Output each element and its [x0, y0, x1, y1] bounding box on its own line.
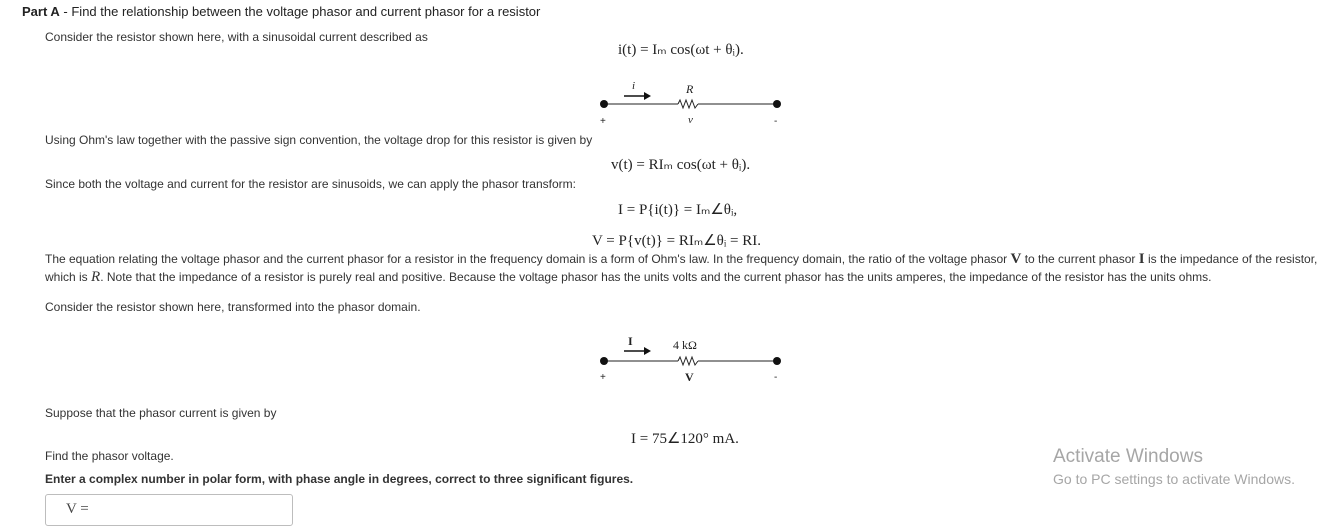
paragraph-part-1: The equation relating the voltage phasor and the current phasor for a resistor in the frequency domain is a form of Ohm's law. In the frequency domain, the ratio of the voltage phasor [45, 252, 1011, 266]
find-text: Find the phasor voltage. [45, 449, 174, 463]
plus-sign: + [600, 372, 606, 383]
answer-input-box[interactable] [45, 494, 293, 526]
voltage-time-equation: v(t) = RIₘ cos(ωt + θᵢ). [611, 157, 751, 173]
minus-sign: - [774, 116, 778, 127]
paragraph-part-2: to the current phasor [1021, 252, 1139, 266]
current-label: I [628, 334, 633, 348]
terminal-right [773, 357, 781, 365]
given-current-equation: I = 75∠120° mA. [631, 431, 739, 447]
current-arrow-head [644, 92, 651, 100]
suppose-text: Suppose that the phasor current is given by [45, 406, 277, 420]
plus-sign: + [600, 116, 606, 127]
answer-label: V = [66, 501, 89, 517]
paragraph-symbol-R: R [91, 269, 101, 285]
phasor-circuit-diagram [590, 332, 790, 388]
current-time-equation: i(t) = Iₘ cos(ωt + θᵢ). [618, 42, 744, 58]
resistor-circuit-diagram [590, 76, 790, 128]
instruction-text: Enter a complex number in polar form, with phase angle in degrees, correct to three significant figures. [45, 472, 634, 486]
paragraph-part-4: . Note that the impedance of a resistor is purely real and positive. Because the voltage phasor has the units volts and the current phasor has the units amperes, the impedance of the resistor has the units ohms. [100, 270, 1212, 284]
paragraph-part-3: is the impedance of the resistor, which is [45, 252, 1318, 284]
activate-windows-subtitle: Go to PC settings to activate Windows. [1053, 471, 1295, 487]
terminal-left [600, 100, 608, 108]
resistor-symbol [678, 357, 698, 365]
intro-text: Consider the resistor shown here, with a sinusoidal current described as [45, 30, 428, 44]
paragraph-symbol-I: I [1138, 251, 1145, 267]
part-title [22, 4, 540, 19]
current-label: i [632, 80, 636, 92]
activate-windows-title: Activate Windows [1053, 446, 1203, 467]
phasor-domain-text: Consider the resistor shown here, transformed into the phasor domain. [45, 300, 421, 314]
terminal-left [600, 357, 608, 365]
resistor-label: R [686, 82, 694, 96]
ohm-law-text: Using Ohm's law together with the passive sign convention, the voltage drop for this resistor is given by [45, 133, 593, 147]
phasor-voltage-equation: V = P{v(t)} = RIₘ∠θᵢ = RI. [592, 233, 762, 249]
resistor-label: 4 kΩ [673, 338, 697, 352]
part-label: Part A [22, 4, 60, 19]
minus-sign: - [774, 372, 778, 383]
phasor-current-equation: I = P{i(t)} = Iₘ∠θᵢ, [618, 202, 738, 218]
part-title-text: - Find the relationship between the voltage phasor and current phasor for a resistor [59, 4, 541, 19]
paragraph-symbol-V: V [1010, 251, 1022, 267]
resistor-symbol [678, 100, 698, 108]
current-arrow-head [644, 347, 651, 355]
phasor-transform-text: Since both the voltage and current for the resistor are sinusoids, we can apply the phasor transform: [45, 177, 576, 191]
voltage-label: V [685, 370, 694, 384]
voltage-label: v [688, 114, 693, 126]
terminal-right [773, 100, 781, 108]
impedance-paragraph [45, 250, 1325, 286]
